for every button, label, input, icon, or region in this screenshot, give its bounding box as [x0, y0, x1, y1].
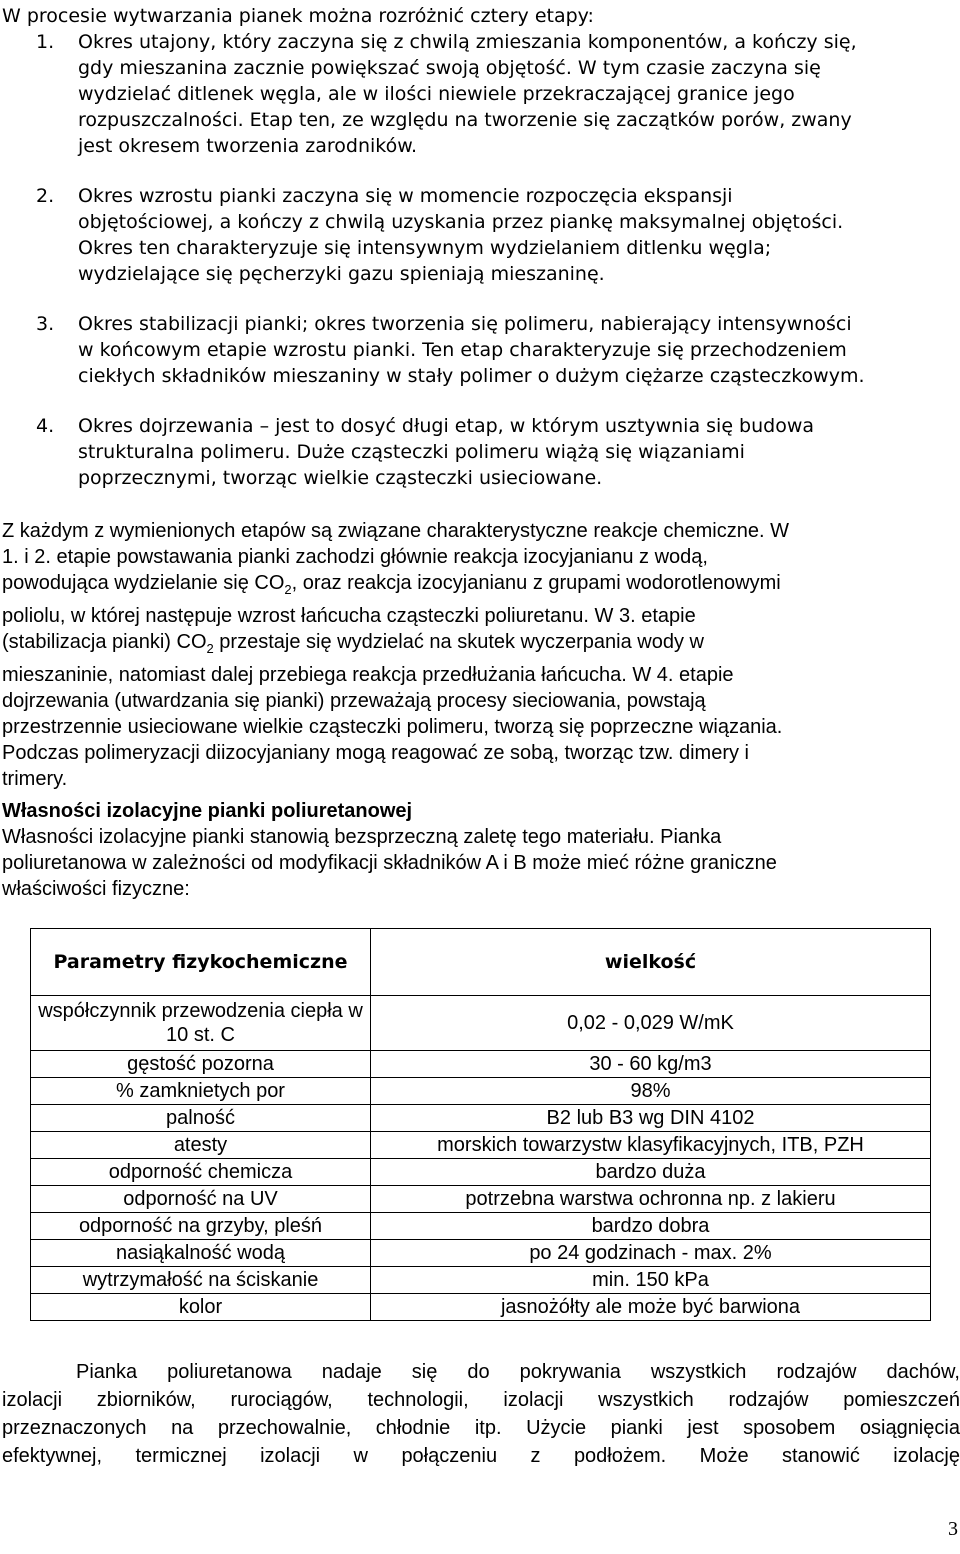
- word: sposobem: [743, 1417, 836, 1439]
- table-header-row: [31, 929, 931, 996]
- word: rodzajów: [776, 1361, 857, 1383]
- parameter-cell: palność: [31, 1105, 371, 1132]
- table-row: [31, 1159, 931, 1186]
- stage-number: 3.: [36, 313, 55, 335]
- value-cell: bardzo duża: [371, 1159, 931, 1186]
- word: zbiorników,: [96, 1389, 196, 1411]
- stage-text-line: Okres dojrzewania – jest to dosyć długi etap, w którym usztywnia się budowa: [78, 415, 815, 437]
- stage-item: [2, 413, 937, 491]
- stage-text-line: Okres wzrostu pianki zaczyna się w momencie rozpoczęcia ekspansji: [78, 185, 733, 207]
- word: itp.: [474, 1417, 502, 1439]
- stage-text-line: strukturalna polimeru. Duże cząsteczki polimeru wiążą się wiązaniami: [78, 441, 745, 463]
- closing-line: [2, 1358, 960, 1386]
- value-cell: bardzo dobra: [371, 1213, 931, 1240]
- word: jest: [687, 1417, 719, 1439]
- word: Pianka: [76, 1361, 138, 1383]
- word: stanowić: [782, 1445, 860, 1467]
- table-row: [31, 1078, 931, 1105]
- parameter-cell: odporność na UV: [31, 1186, 371, 1213]
- word: podłożem.: [573, 1445, 667, 1467]
- parameter-cell: odporność chemicza: [31, 1159, 371, 1186]
- word: izolacji: [2, 1389, 63, 1411]
- reactions-text: (stabilizacja pianki) CO: [2, 631, 207, 653]
- closing-paragraph: [2, 1358, 960, 1470]
- reactions-text: powodująca wydzielanie się CO: [2, 572, 285, 594]
- value-cell: morskich towarzystw klasyfikacyjnych, ITB, PZH: [371, 1132, 931, 1159]
- reactions-paragraph: [2, 518, 952, 792]
- word: nadaje: [321, 1361, 382, 1383]
- stage-item: [2, 311, 937, 389]
- reactions-text: przestaje się wydzielać na skutek wyczerpania wody w: [213, 631, 704, 653]
- reactions-line: poliolu, w której następuje wzrost łańcucha cząsteczki poliuretanu. W 3. etapie: [2, 605, 696, 627]
- word: Może: [699, 1445, 749, 1467]
- reactions-line: dojrzewania (utwardzania się pianki) przeważają procesy sieciowania, powstają: [2, 690, 706, 712]
- stage-text-line: poprzecznymi, tworząc wielkie cząsteczki usieciowane.: [78, 467, 603, 489]
- reactions-line: 1. i 2. etapie powstawania pianki zachodzi głównie reakcja izocyjanianu z wodą,: [2, 546, 708, 568]
- value-cell: potrzebna warstwa ochronna np. z lakieru: [371, 1186, 931, 1213]
- word: efektywnej,: [2, 1445, 103, 1467]
- insulation-line: właściwości fizyczne:: [2, 878, 190, 900]
- word: pomieszczeń: [843, 1389, 960, 1411]
- word: chłodnie: [375, 1417, 451, 1439]
- table-row: [31, 1213, 931, 1240]
- value-cell: 0,02 - 0,029 W/mK: [371, 996, 931, 1051]
- value-cell: min. 150 kPa: [371, 1267, 931, 1294]
- value-cell: 98%: [371, 1078, 931, 1105]
- stage-text-line: Okres stabilizacji pianki; okres tworzenia się polimeru, nabierający intensywności: [78, 313, 852, 335]
- value-cell: 30 - 60 kg/m3: [371, 1051, 931, 1078]
- word: do: [467, 1361, 490, 1383]
- word: technologii,: [367, 1389, 469, 1411]
- table-row: [31, 1240, 931, 1267]
- word: osiągnięcia: [859, 1417, 960, 1439]
- word: pianki: [610, 1417, 663, 1439]
- stage-text-line: gdy mieszanina zacznie powiększać swoją objętość. W tym czasie zaczyna się: [78, 57, 821, 79]
- subscript: 2: [206, 641, 214, 656]
- table-row: [31, 1105, 931, 1132]
- parameter-cell: atesty: [31, 1132, 371, 1159]
- reactions-text: , oraz reakcja izocyjanianu z grupami wodorotlenowymi: [291, 572, 781, 594]
- word: się: [411, 1361, 438, 1383]
- stage-number: 1.: [36, 31, 55, 53]
- stage-text-line: Okres utajony, który zaczyna się z chwilą zmieszania komponentów, a kończy się,: [78, 31, 857, 53]
- stage-text-line: ciekłych składników mieszaniny w stały polimer o dużym ciężarze cząsteczkowym.: [78, 365, 865, 387]
- parameter-cell: odporność na grzyby, pleśń: [31, 1213, 371, 1240]
- stage-item: [2, 29, 937, 159]
- stage-item: [2, 183, 937, 287]
- reactions-line: Z każdym z wymienionych etapów są związane charakterystyczne reakcje chemiczne. W: [2, 520, 789, 542]
- reactions-line: mieszaninie, natomiast dalej przebiega reakcja przedłużania łańcucha. W 4. etapie: [2, 664, 734, 686]
- table-row: [31, 996, 931, 1051]
- table-row: [31, 1132, 931, 1159]
- stage-text-line: rozpuszczalności. Etap ten, ze względu na tworzenie się zaczątków porów, zwany: [78, 109, 852, 131]
- word: połączeniu: [401, 1445, 498, 1467]
- reactions-line: [2, 629, 952, 662]
- value-cell: B2 lub B3 wg DIN 4102: [371, 1105, 931, 1132]
- word: izolacji: [260, 1445, 321, 1467]
- intro-sentence: W procesie wytwarzania pianek można rozróżnić cztery etapy:: [2, 5, 594, 27]
- reactions-line: trimery.: [2, 768, 68, 790]
- stage-text-line: jest okresem tworzenia zarodników.: [78, 135, 418, 157]
- word: rurociągów,: [230, 1389, 333, 1411]
- stage-text-line: wydzielające się pęcherzyki gazu spieniają mieszaninę.: [78, 263, 605, 285]
- stage-text-line: Okres ten charakteryzuje się intensywnym wydzielaniem ditlenku węgla;: [78, 237, 772, 259]
- word: z: [530, 1445, 541, 1467]
- word: w: [353, 1445, 368, 1467]
- word: poliuretanowa: [167, 1361, 292, 1383]
- parameter-cell: współczynnik przewodzenia ciepła w 10 st. C: [31, 996, 371, 1051]
- parameter-cell: gęstość pozorna: [31, 1051, 371, 1078]
- parameter-cell: % zamknietych por: [31, 1078, 371, 1105]
- section-heading: Własności izolacyjne pianki poliuretanowej: [2, 800, 413, 822]
- closing-line: [2, 1414, 960, 1442]
- reactions-line: [2, 570, 952, 603]
- parameter-cell: kolor: [31, 1294, 371, 1321]
- word: rodzajów: [728, 1389, 809, 1411]
- stage-number: 2.: [36, 185, 55, 207]
- word: przeznaczonych: [2, 1417, 147, 1439]
- stage-text-line: wydzielać ditlenek węgla, ale w ilości niewiele przekraczającej granice jego: [78, 83, 795, 105]
- reactions-line: przestrzennie usieciowane wielkie cząsteczki polimeru, tworzą się poprzeczne wiązania.: [2, 716, 783, 738]
- parameter-cell: nasiąkalność wodą: [31, 1240, 371, 1267]
- word: Użycie: [526, 1417, 587, 1439]
- value-cell: po 24 godzinach - max. 2%: [371, 1240, 931, 1267]
- word: izolację: [893, 1445, 960, 1467]
- stage-text-line: w końcowym etapie wzrostu pianki. Ten etap charakteryzuje się przechodzeniem: [78, 339, 847, 361]
- insulation-line: Własności izolacyjne pianki stanowią bezsprzeczną zaletę tego materiału. Pianka: [2, 826, 722, 848]
- word: wszystkich: [598, 1389, 694, 1411]
- closing-line: [2, 1386, 960, 1414]
- word: izolacji: [503, 1389, 564, 1411]
- word: dachów,: [886, 1361, 960, 1383]
- stage-number: 4.: [36, 415, 55, 437]
- word: na: [171, 1417, 194, 1439]
- reactions-line: Podczas polimeryzacji diizocyjaniany mogą reagować ze sobą, tworząc tzw. dimery i: [2, 742, 749, 764]
- insulation-section: [2, 798, 952, 902]
- parameters-table: [30, 928, 931, 1321]
- page-number: 3: [948, 1518, 958, 1540]
- closing-line: [2, 1442, 960, 1470]
- column-header: wielkość: [371, 929, 931, 996]
- word: pokrywania: [519, 1361, 621, 1383]
- table-row: [31, 1186, 931, 1213]
- stages-list: [2, 29, 937, 515]
- parameter-cell: wytrzymałość na ściskanie: [31, 1267, 371, 1294]
- value-cell: jasnożółty ale może być barwiona: [371, 1294, 931, 1321]
- word: przechowalnie,: [217, 1417, 352, 1439]
- table-row: [31, 1051, 931, 1078]
- word: termicznej: [135, 1445, 227, 1467]
- subscript: 2: [284, 582, 292, 597]
- stage-text-line: objętościowej, a kończy z chwilą uzyskania przez piankę maksymalnej objętości.: [78, 211, 844, 233]
- table-row: [31, 1294, 931, 1321]
- column-header: Parametry fizykochemiczne: [31, 929, 371, 996]
- insulation-line: poliuretanowa w zależności od modyfikacji składników A i B może mieć różne graniczne: [2, 852, 777, 874]
- word: wszystkich: [650, 1361, 747, 1383]
- table-row: [31, 1267, 931, 1294]
